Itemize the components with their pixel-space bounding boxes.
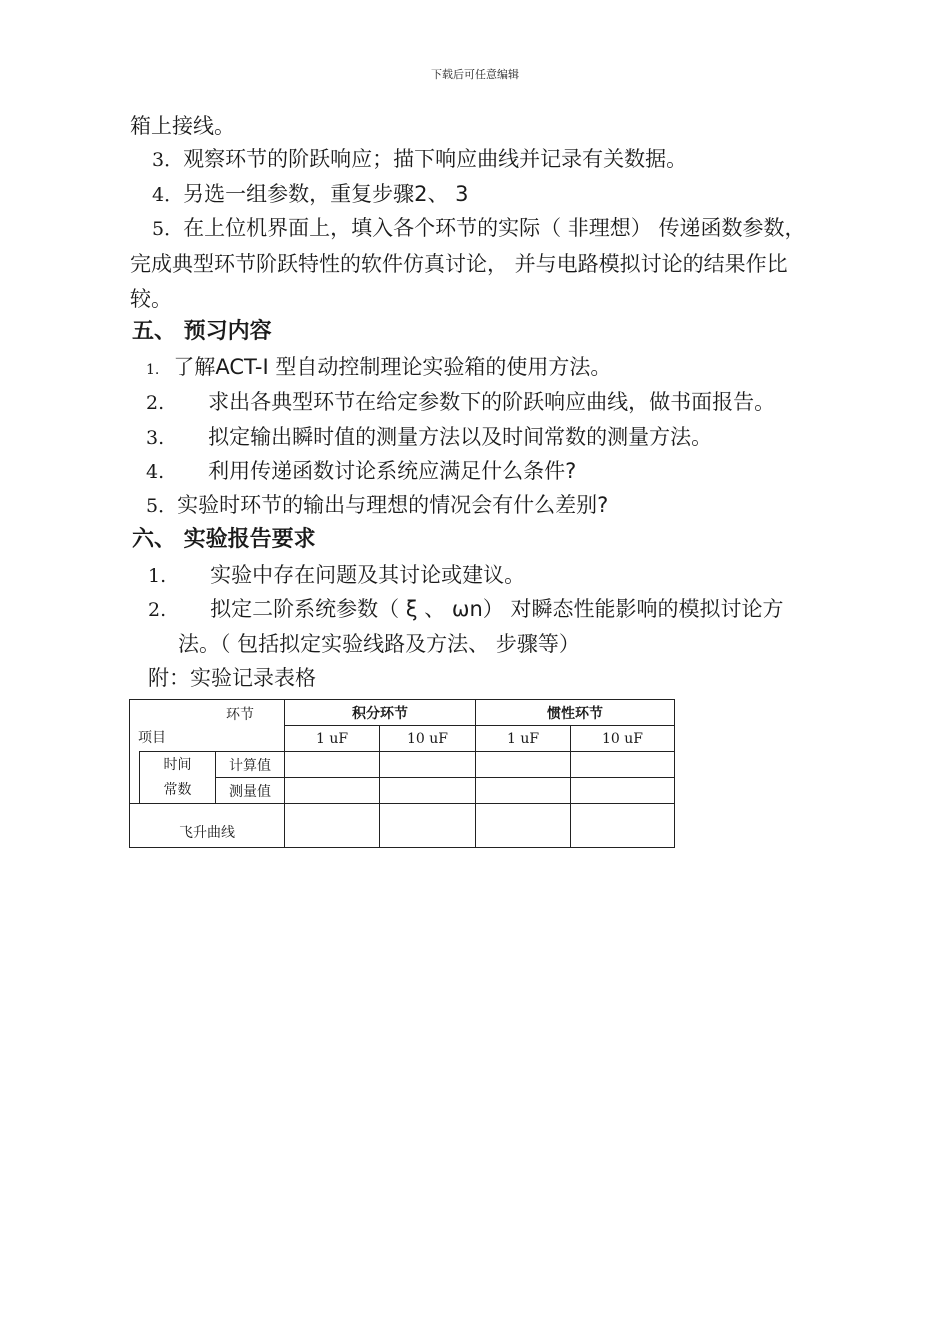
table-cell: [380, 778, 476, 804]
time-constant-line: 时间: [163, 756, 192, 773]
report-item-1: [148, 561, 525, 590]
section-5-title: 五、 预习内容: [132, 319, 272, 344]
prep-item-3: [146, 423, 712, 452]
left-margin-cell: [130, 752, 140, 804]
corner-label-bottom: 项目: [138, 730, 166, 746]
step-5: [152, 214, 805, 243]
item-text: 利用传递函数讨论系统应满足什么条件?: [208, 459, 577, 483]
table-cell: [476, 804, 571, 848]
text-line: 较。: [130, 287, 172, 311]
report-item-2-cont: 法。（ 包括拟定实验线路及方法、 步骤等）: [178, 632, 580, 656]
step-4: [152, 180, 469, 209]
measure-label: 测量值: [216, 778, 285, 804]
item-number: 3.: [146, 427, 165, 449]
table-cell: [571, 778, 675, 804]
prep-item-2: [146, 388, 775, 417]
sub-header: 1 uF: [285, 726, 380, 752]
sub-header: 1 uF: [476, 726, 571, 752]
group-header-integral: 积分环节: [285, 700, 476, 726]
corner-label-top: 环节: [226, 707, 255, 723]
step-number: 4．: [152, 184, 184, 206]
sub-header: 10 uF: [571, 726, 675, 752]
time-constant-label: [140, 752, 216, 804]
step-text: 观察环节的阶跃响应；描下响应曲线并记录有关数据。: [183, 147, 688, 171]
item-number: 2.: [146, 392, 165, 414]
item-text: 实验时环节的输出与理想的情况会有什么差别?: [177, 493, 609, 517]
table-cell: [285, 752, 380, 778]
item-number: 5．: [146, 495, 178, 517]
item-text: 求出各典型环节在给定参数下的阶跃响应曲线，做书面报告。: [208, 390, 776, 414]
section-6-title: 六、 实验报告要求: [132, 527, 316, 552]
table-cell: [285, 778, 380, 804]
item-text: 了解ACT-Ⅰ 型自动控制理论实验箱的使用方法。: [173, 355, 612, 379]
step-text: 另选一组参数，重复步骤2、 3: [183, 182, 469, 206]
curve-label: 飞升曲线: [130, 804, 285, 848]
prep-item-1: [146, 353, 611, 384]
text-line: 箱上接线。: [130, 114, 235, 138]
report-item-2: [148, 595, 783, 624]
table-cell: [380, 752, 476, 778]
table-cell: [571, 804, 675, 848]
table-cell: [285, 804, 380, 848]
text-line: 完成典型环节阶跃特性的软件仿真讨论， 并与电路模拟讨论的结果作比: [130, 252, 788, 276]
step-number: 5．: [152, 218, 184, 240]
prep-item-4: [146, 457, 576, 486]
appendix-label: 附：实验记录表格: [148, 666, 316, 690]
item-number: 4.: [146, 461, 165, 483]
step-number: 3．: [152, 149, 184, 171]
sub-header: 10 uF: [380, 726, 476, 752]
step-text: 在上位机界面上，填入各个环节的实际（ 非理想） 传递函数参数，: [183, 216, 806, 240]
table-corner-cell: [130, 700, 285, 752]
record-table: [129, 699, 675, 848]
group-header-inertial: 惯性环节: [476, 700, 675, 726]
item-number: 2.: [148, 599, 167, 621]
page-header: 下载后可任意编辑: [431, 68, 519, 81]
table-cell: [476, 752, 571, 778]
time-constant-line: 常数: [163, 781, 192, 798]
step-3: [152, 145, 687, 174]
item-text: 实验中存在问题及其讨论或建议。: [210, 563, 526, 587]
item-number: 1.: [146, 362, 160, 378]
item-number: 1.: [148, 565, 167, 587]
prep-item-5: [146, 491, 608, 520]
table-cell: [476, 778, 571, 804]
item-text: 拟定输出瞬时值的测量方法以及时间常数的测量方法。: [208, 425, 713, 449]
calc-label: 计算值: [216, 752, 285, 778]
table-cell: [571, 752, 675, 778]
table-cell: [380, 804, 476, 848]
item-text: 拟定二阶系统参数（ ξ 、 ωn） 对瞬态性能影响的模拟讨论方: [210, 597, 784, 621]
